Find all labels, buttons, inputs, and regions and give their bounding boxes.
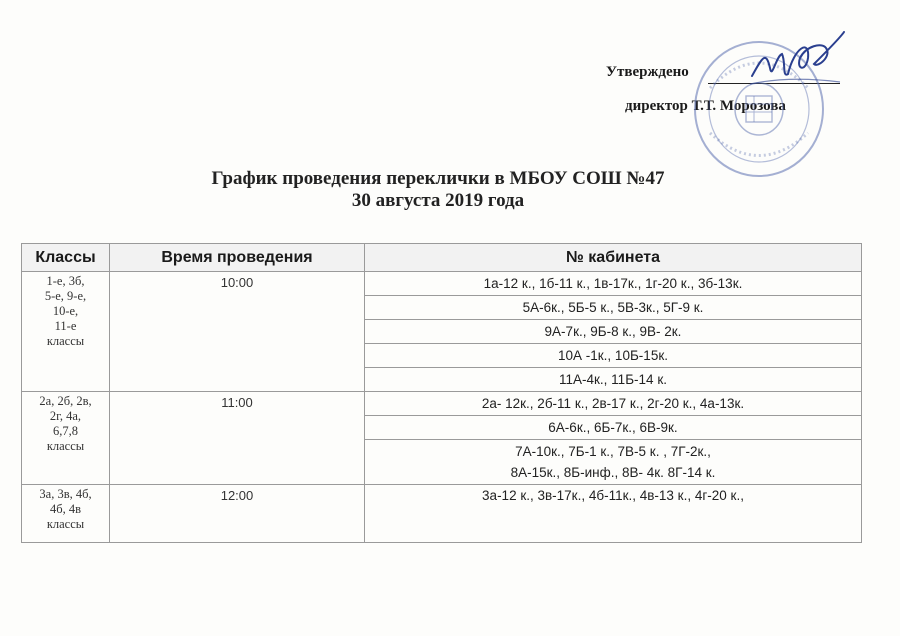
classes-line: 2а, 2б, 2в,: [39, 394, 92, 408]
table-row: [22, 485, 862, 543]
classes-line: 10-е,: [52, 304, 79, 318]
table-row: [22, 272, 862, 296]
classes-line: 11-е: [54, 319, 77, 333]
time-cell: 10:00: [110, 272, 365, 392]
rooms-cell: 11А-4к., 11Б-14 к.: [365, 368, 862, 392]
time-cell: 11:00: [110, 392, 365, 485]
schedule-table: [21, 243, 862, 543]
rooms-cell: 3а-12 к., 3в-17к., 4б-11к., 4в-13 к., 4г-20 к.,: [365, 485, 862, 543]
rooms-cell: 5А-6к., 5Б-5 к., 5В-3к., 5Г-9 к.: [365, 296, 862, 320]
classes-cell: [22, 392, 110, 485]
approved-label: Утверждено: [606, 64, 689, 80]
classes-line: 4б, 4в: [49, 502, 81, 516]
director-signature-icon: [748, 28, 848, 98]
rooms-cell: 1а-12 к., 1б-11 к., 1в-17к., 1г-20 к., 3б-13к.: [365, 272, 862, 296]
rooms-cell: 2а- 12к., 2б-11 к., 2в-17 к., 2г-20 к., 4а-13к.: [365, 392, 862, 416]
director-label: директор Т.Т. Морозова: [625, 98, 786, 114]
header-time: Время проведения: [110, 244, 365, 272]
table-header-row: [22, 244, 862, 272]
rooms-cell: 9А-7к., 9Б-8 к., 9В- 2к.: [365, 320, 862, 344]
classes-line: 5-е, 9-е,: [44, 289, 87, 303]
classes-line: 3а, 3в, 4б,: [39, 487, 92, 501]
classes-line: 1-е, 3б,: [46, 274, 85, 288]
rooms-cell: [365, 440, 862, 485]
rooms-cell: 6А-6к., 6Б-7к., 6В-9к.: [365, 416, 862, 440]
rooms-line: 8А-15к., 8Б-инф., 8В- 4к. 8Г-14 к.: [510, 465, 716, 480]
classes-line: классы: [46, 517, 85, 531]
classes-line: классы: [46, 439, 85, 453]
title-line-1: График проведения переклички в МБОУ СОШ №47: [211, 168, 665, 189]
classes-line: 2г, 4а,: [49, 409, 82, 423]
rooms-cell: 10А -1к., 10Б-15к.: [365, 344, 862, 368]
rooms-line: 7А-10к., 7Б-1 к., 7В-5 к. , 7Г-2к.,: [515, 444, 711, 459]
header-classes: Классы: [22, 244, 110, 272]
table-row: [22, 392, 862, 416]
document-title: [0, 168, 900, 212]
classes-cell: [22, 272, 110, 392]
classes-line: классы: [46, 334, 85, 348]
classes-line: 6,7,8: [53, 424, 78, 438]
classes-cell: [22, 485, 110, 543]
time-cell: 12:00: [110, 485, 365, 543]
title-line-2: 30 августа 2019 года: [351, 190, 525, 211]
header-rooms: № кабинета: [365, 244, 862, 272]
